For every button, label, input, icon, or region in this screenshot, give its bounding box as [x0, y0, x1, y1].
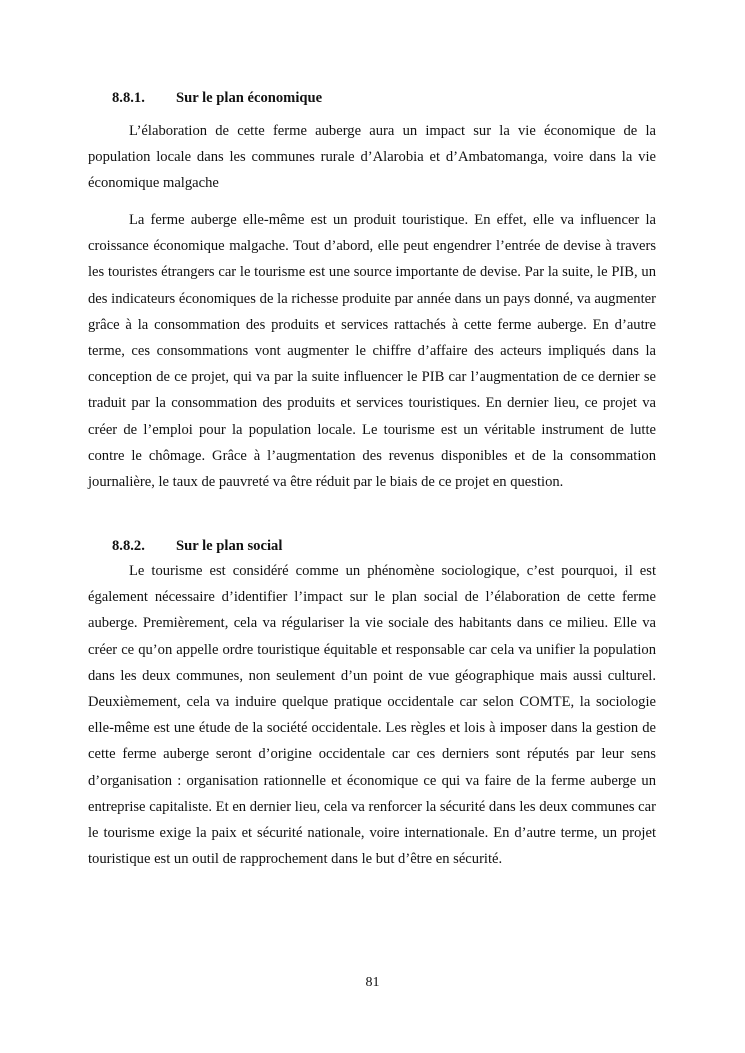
- section-heading-social: [112, 537, 282, 555]
- paragraph-economique-intro: L’élaboration de cette ferme auberge aura un impact sur la vie économique de la population locale dans les communes rurale d’Alarobia et d’Ambatomanga, voire dans la vie économique malgache: [88, 123, 656, 192]
- section-number: 8.8.2.: [112, 538, 145, 554]
- paragraph-economique-body: La ferme auberge elle-même est un produit touristique. En effet, elle va influencer la croissance économique malgache. Tout d’abord, elle peut engendrer l’entrée de devise à travers les touristes étrangers car le tourisme est une source importante de devise. Par la suite, le PIB, un des indicateurs économiques de la richesse produite par année dans un pays donné, va augmenter grâce à la consommation des produits et services rattachés à cette ferme auberge. En d’autre terme, ces consommations vont augmenter le chiffre d’affaire des acteurs impliqués dans la conception de ce projet, qui va par la suite influencer le PIB car l’augmentation de ce dernier se traduit par la consommation des produits et services touristiques. En dernier lieu, ce projet va créer de l’emploi pour la population locale. Le tourisme est un véritable instrument de lutte contre le chômage. Grâce à l’augmentation des revenus disponibles et de la consommation journalière, le taux de pauvreté va être réduit par le biais de ce projet en question.: [88, 212, 656, 491]
- section-title: Sur le plan social: [176, 538, 283, 554]
- paragraph-social-body: Le tourisme est considéré comme un phénomène sociologique, c’est pourquoi, il est également nécessaire d’identifier l’impact sur le plan social de l’élaboration de cette ferme auberge. Premièrement, cela va régulariser la vie sociale des habitants dans ce milieu. Elle va créer ce qu’on appelle ordre touristique équitable et responsable car cela va unifier la population dans les deux communes, non seulement d’un point de vue géographique mais aussi culturel. Deuxièmement, cela va induire quelque pratique occidentale car selon COMTE, la sociologie elle-même est une étude de la société occidentale. Les règles et lois à imposer dans la gestion de cette ferme auberge seront d’origine occidentale car ces derniers sont réputés par leur sens d’organisation : organisation rationnelle et économique ce qui va faire de la ferme auberge un entreprise capitaliste. Et en dernier lieu, cela va renforcer la sécurité dans les deux communes car le tourisme exige la paix et sécurité nationale, voire internationale. En d’autre terme, un projet touristique est un outil de rapprochement dans le but d’être en sécurité.: [88, 563, 656, 868]
- section-title: Sur le plan économique: [176, 90, 323, 106]
- section-number: 8.8.1.: [112, 90, 145, 106]
- page-number: 81: [365, 975, 380, 990]
- section-heading-economique: [112, 89, 322, 107]
